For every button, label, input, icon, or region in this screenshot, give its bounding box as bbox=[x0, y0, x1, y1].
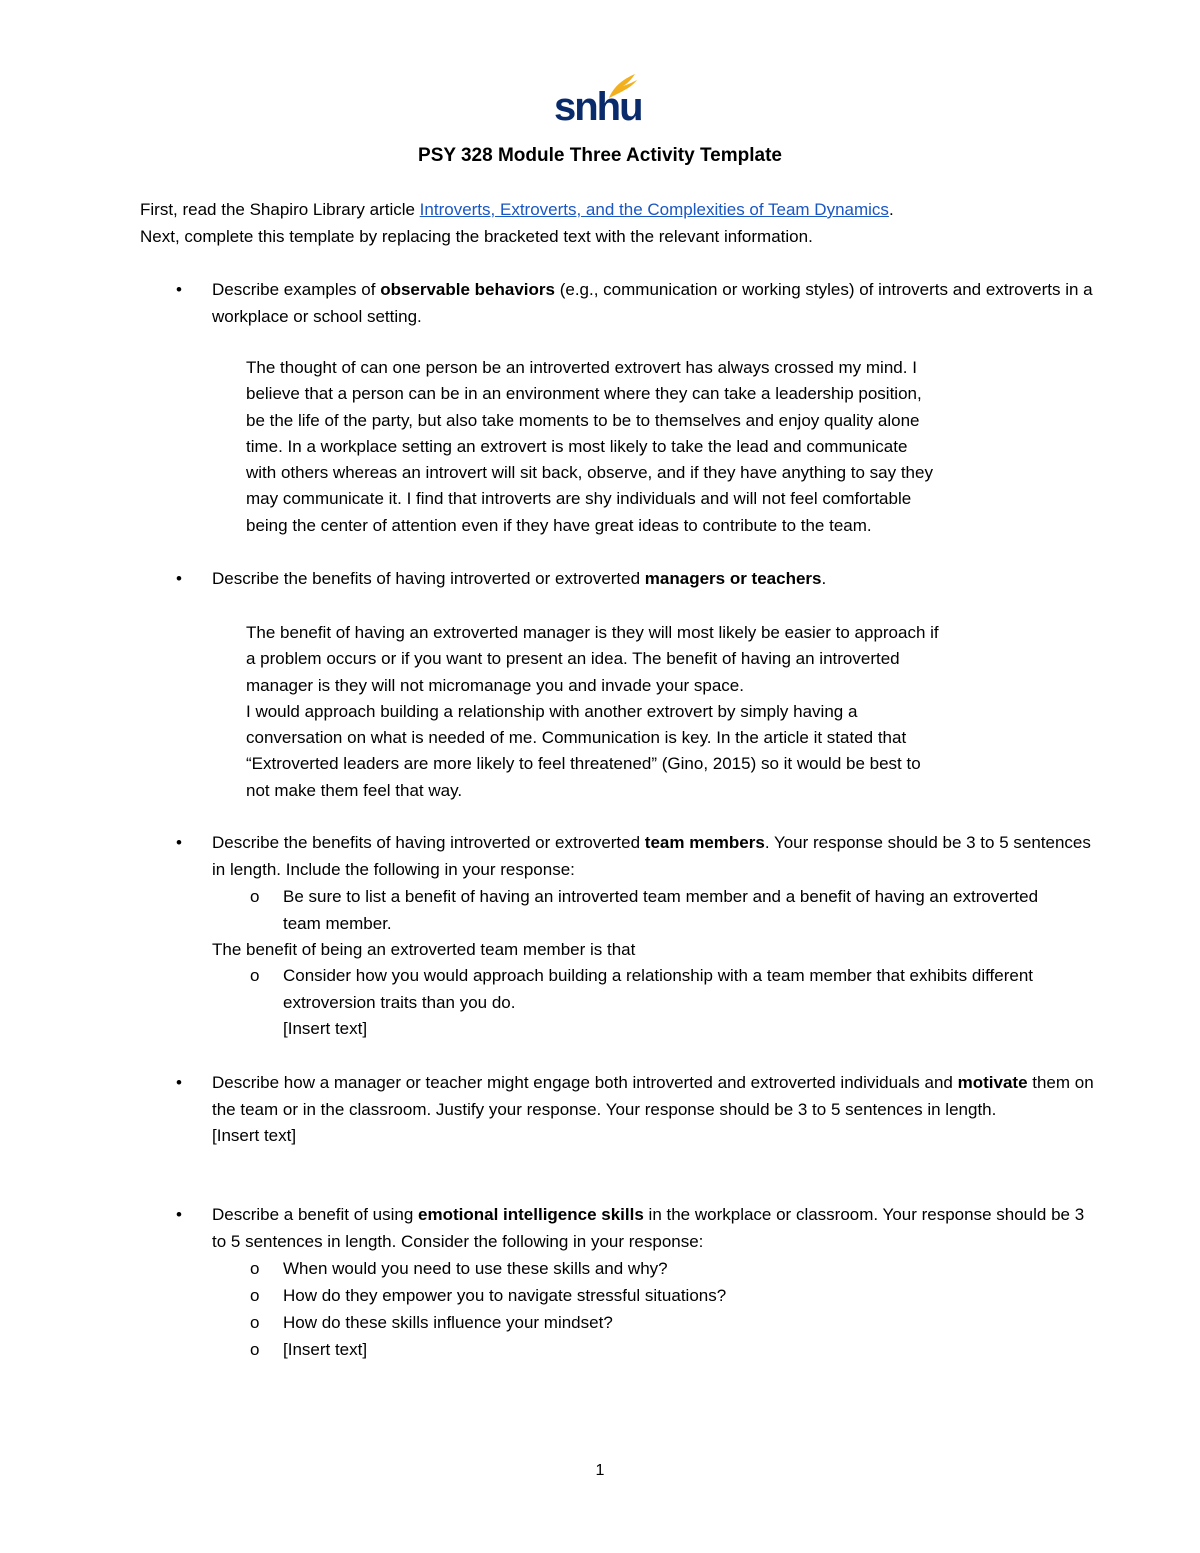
prompt-text: Describe how a manager or teacher might engage both introverted and extroverted individuals and bbox=[212, 1073, 958, 1092]
answer-line: I would approach building a relationship with another extrovert by simply having a bbox=[246, 701, 858, 721]
sub-item bbox=[212, 1283, 1072, 1310]
prompt-text: Describe examples of bbox=[212, 280, 381, 299]
answer-line: “Extroverted leaders are more likely to feel threatened” (Gino, 2015) so it would be best to bbox=[246, 754, 921, 774]
prompt-emotional-intelligence bbox=[140, 1202, 1100, 1255]
answer-line: with others whereas an introvert will sit back, observe, and if they have anything to say they bbox=[246, 463, 933, 483]
circle-bullet-icon: o bbox=[250, 1286, 260, 1305]
prompt-bold: managers or teachers bbox=[644, 569, 822, 588]
answer-team-members: The benefit of being an extroverted team member is that bbox=[212, 940, 636, 959]
answer-line: may communicate it. I find that introverts are shy individuals and will not feel comfortable bbox=[246, 489, 912, 509]
circle-bullet-icon: o bbox=[250, 966, 260, 985]
answer-observable-behaviors bbox=[246, 355, 1076, 539]
sub-item-text: How do they empower you to navigate stressful situations? bbox=[283, 1286, 727, 1305]
page-title: PSY 328 Module Three Activity Template bbox=[418, 145, 782, 166]
bullet-icon: • bbox=[176, 569, 182, 588]
answer-line: The benefit of having an extroverted manager is they will most likely be easier to approach if bbox=[246, 623, 939, 642]
intro-paragraph bbox=[140, 196, 1100, 250]
prompt-team-members bbox=[140, 830, 1100, 883]
answer-line: time. In a workplace setting an extrovert is most likely to take the lead and communicate bbox=[246, 436, 908, 456]
prompt-managers-teachers bbox=[140, 566, 1100, 593]
circle-bullet-icon: o bbox=[250, 1340, 260, 1359]
snhu-logo bbox=[550, 70, 650, 132]
sub-item-text: Be sure to list a benefit of having an introverted team member and a benefit of having an extroverted team member. bbox=[283, 887, 1039, 933]
bullet-icon: • bbox=[176, 280, 182, 299]
page-number: 1 bbox=[595, 1462, 605, 1479]
answer-line: not make them feel that way. bbox=[246, 780, 463, 800]
answer-line: be the life of the party, but also take moments to be to themselves and enjoy quality alone bbox=[246, 410, 920, 430]
prompt-text: . bbox=[821, 569, 827, 588]
bullet-icon: • bbox=[176, 833, 182, 852]
answer-managers-teachers bbox=[246, 620, 1076, 804]
sub-item bbox=[212, 1310, 1072, 1337]
intro-period: . bbox=[888, 200, 894, 219]
prompt-text: Describe the benefits of having introverted or extroverted bbox=[212, 569, 645, 588]
circle-bullet-icon: o bbox=[250, 1313, 260, 1332]
prompt-bold: observable behaviors bbox=[380, 280, 555, 299]
intro-line-2: Next, complete this template by replacing the bracketed text with the relevant information. bbox=[140, 227, 813, 246]
answer-line: being the center of attention even if they have great ideas to contribute to the team. bbox=[246, 515, 872, 535]
intro-text: First, read the Shapiro Library article bbox=[140, 200, 420, 219]
answer-line: believe that a person can be in an environment where they can take a leadership position, bbox=[246, 384, 922, 404]
prompt-text: Describe a benefit of using bbox=[212, 1205, 419, 1224]
prompt-text: Describe the benefits of having introverted or extroverted bbox=[212, 833, 645, 852]
article-link[interactable]: Introverts, Extroverts, and the Complexities of Team Dynamics bbox=[419, 200, 889, 219]
prompt-engage-motivate bbox=[140, 1070, 1100, 1150]
prompt-text: . Your response should be 3 to 5 sentences in length. Include the following in your response: bbox=[212, 833, 1091, 879]
answer-line: manager is they will not micromanage you and invade your space. bbox=[246, 675, 744, 695]
circle-bullet-icon: o bbox=[250, 887, 260, 906]
insert-text-placeholder: [Insert text] bbox=[212, 1126, 297, 1145]
sub-item-text: When would you need to use these skills and why? bbox=[283, 1259, 668, 1278]
insert-text-placeholder: [Insert text] bbox=[283, 1019, 368, 1038]
circle-bullet-icon: o bbox=[250, 1259, 260, 1278]
bullet-icon: • bbox=[176, 1205, 182, 1224]
prompt-text: in the workplace or classroom. Your response should be 3 to 5 sentences in length. Consider the following in your response: bbox=[212, 1205, 1085, 1251]
sub-item bbox=[212, 963, 1072, 1043]
flame-icon bbox=[605, 70, 639, 100]
logo-text: snhu bbox=[554, 85, 642, 129]
answer-line: a problem occurs or if you want to present an idea. The benefit of having an introverted bbox=[246, 649, 900, 669]
sub-item bbox=[212, 884, 1072, 937]
prompt-bold: emotional intelligence skills bbox=[418, 1205, 644, 1224]
bullet-icon: • bbox=[176, 1073, 182, 1092]
insert-text-placeholder: [Insert text] bbox=[283, 1340, 368, 1359]
prompt-bold: team members bbox=[644, 833, 765, 852]
prompt-text: them on the team or in the classroom. Justify your response. Your response should be 3 to 5 sentences in length. bbox=[212, 1073, 1094, 1119]
prompt-bold: motivate bbox=[957, 1073, 1028, 1092]
sub-item-text: How do these skills influence your mindset? bbox=[283, 1313, 613, 1332]
prompt-text: (e.g., communication or working styles) of introverts and extroverts in a workplace or school setting. bbox=[212, 280, 1093, 326]
sub-item bbox=[212, 1337, 1072, 1364]
answer-line: conversation on what is needed of me. Communication is key. In the article it stated that bbox=[246, 728, 907, 748]
answer-line: The thought of can one person be an introverted extrovert has always crossed my mind. I bbox=[246, 358, 917, 377]
sub-item bbox=[212, 1256, 1072, 1283]
prompt-observable-behaviors bbox=[140, 277, 1100, 330]
sub-item-text: Consider how you would approach building a relationship with a team member that exhibits different extroversion traits than you do. bbox=[283, 966, 1034, 1012]
